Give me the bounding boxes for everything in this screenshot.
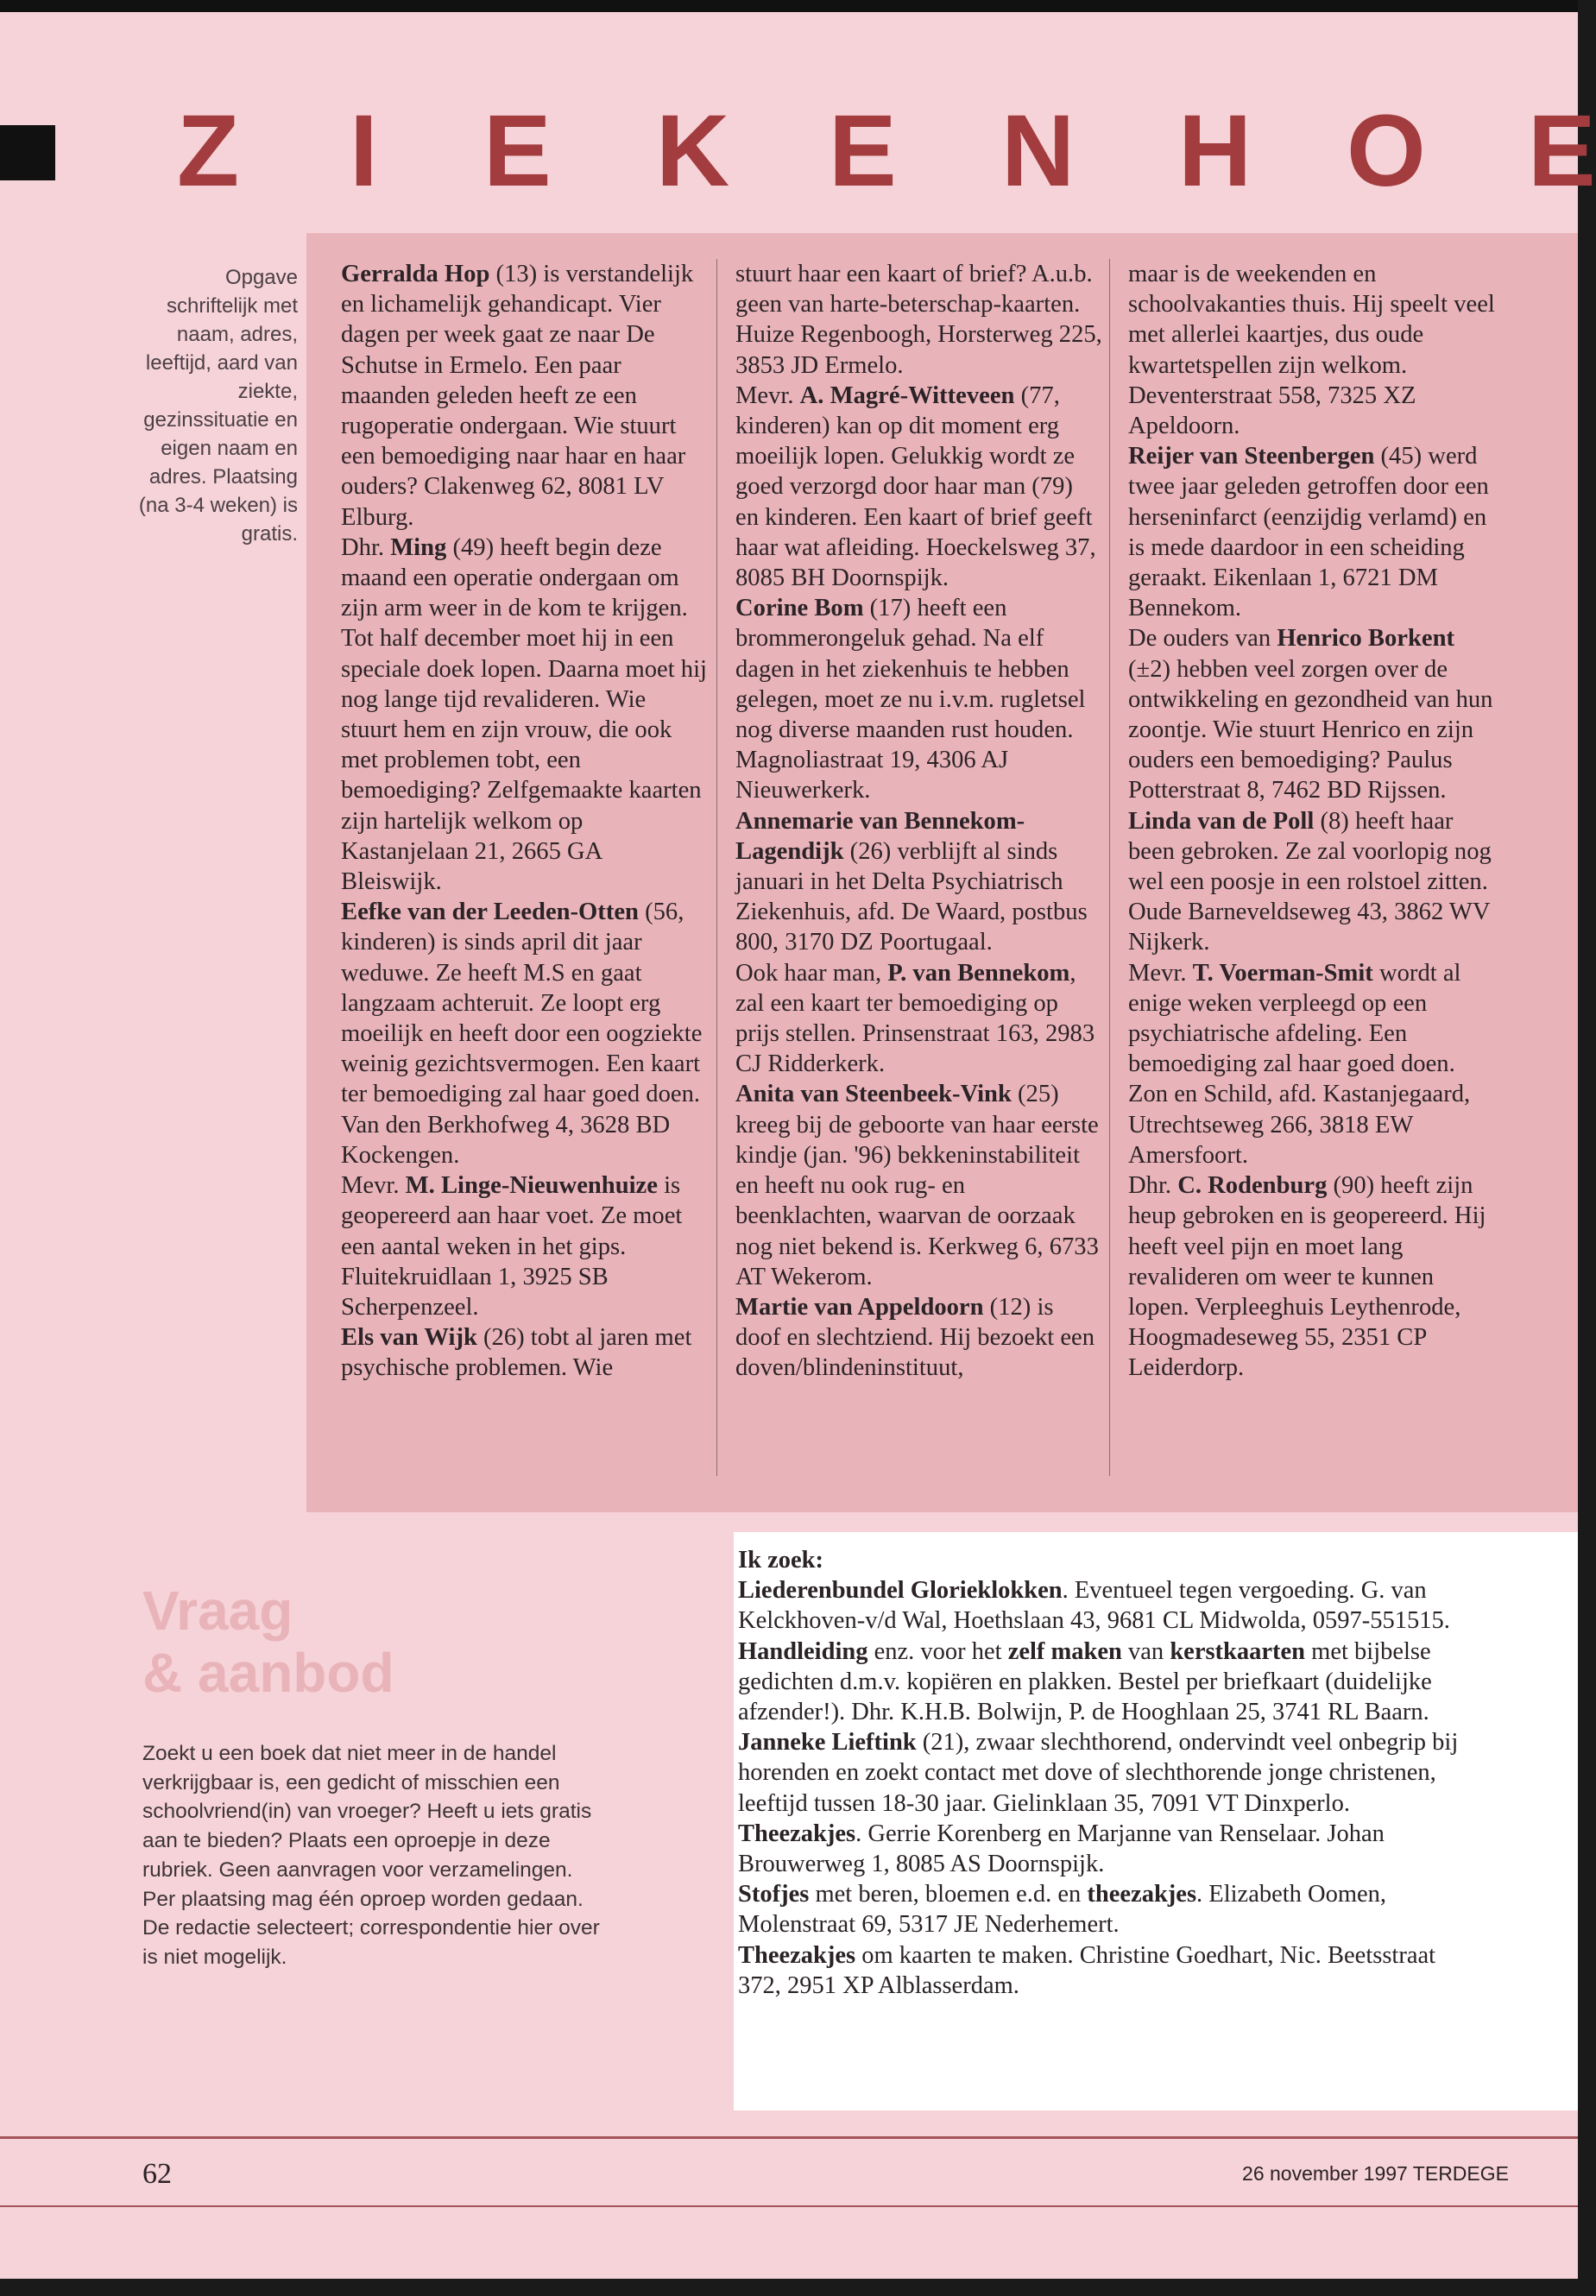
title-letter: H: [1178, 94, 1252, 208]
notice-entry: [735, 1292, 1102, 1384]
ik-zoek-keyword: Handleiding: [738, 1637, 868, 1665]
notice-entry: [341, 1170, 708, 1322]
ik-zoek-keyword: kerstkaarten: [1170, 1637, 1306, 1665]
notice-name: Linda van de Poll: [1128, 807, 1315, 835]
notice-name: Ming: [390, 533, 447, 561]
ik-zoek-entry: [738, 1819, 1480, 1879]
ik-zoek-text: om kaarten te maken. Christine Goedhart, Nic. Beetsstraat 372, 2951 XP Alblasserdam.: [738, 1941, 1436, 1999]
notice-text: (12) is doof en slechtziend. Hij bezoekt een doven/blindeninstituut,: [735, 1293, 1095, 1382]
notice-prefix: De ouders van: [1128, 625, 1277, 653]
notice-column-3: [1128, 259, 1495, 1384]
notice-column-1: [341, 259, 708, 1384]
title-letter: E: [1528, 94, 1596, 208]
ik-zoek-text: (21), zwaar slechthorend, ondervindt veel onbegrip bij horenden en zoekt contact met dove of slechthorende jonge christenen, leeftijd tussen 18-30 jaar. Gielinklaan 35, 7091 VT Dinxperlo.: [738, 1729, 1459, 1817]
title-letter: K: [656, 94, 730, 208]
ik-zoek-entry: [738, 1575, 1480, 1636]
column-divider: [716, 259, 717, 1476]
notice-entry: [1128, 441, 1495, 623]
notice-entry: [1128, 259, 1495, 441]
notice-text: (±2) hebben veel zorgen over de ontwikkeling en gezondheid van hun zoontje. Wie stuurt Henrico en zijn ouders een bemoediging? Paulus Potterstraat 8, 7462 BD Rijssen.: [1128, 655, 1493, 804]
notice-text: (45) werd twee jaar geleden getroffen door een herseninfarct (eenzijdig verlamd) en is mede daardoor in een scheiding geraakt. Eikenlaan 1, 6721 DM Bennekom.: [1128, 443, 1489, 622]
ik-zoek-text: van: [1121, 1637, 1170, 1665]
ik-zoek-keyword: Theezakjes: [738, 1941, 856, 1969]
notice-entry: [735, 259, 1102, 381]
notice-prefix: Ook haar man,: [735, 959, 888, 987]
notice-text: (90) heeft zijn heup gebroken en is geopereerd. Hij heeft veel pijn en moet lang revalideren om weer te kunnen lopen. Verpleeghuis Leythenrode, Hoogmadeseweg 55, 2351 CP Leiderdorp.: [1128, 1172, 1486, 1382]
submission-note: Opgave schriftelijk met naam, adres, leeftijd, aard van ziekte, gezinssituatie en eigen naam en adres. Plaatsing (na 3-4 weken) is gratis.: [138, 266, 298, 546]
notice-name: Henrico Borkent: [1277, 625, 1454, 653]
ik-zoek-entry: [738, 1940, 1480, 2001]
notice-text: (8) heeft haar been gebroken. Ze zal voorlopig nog wel een poosje in een rolstoel zitten. Oude Barneveldseweg 43, 3862 WV Nijkerk.: [1128, 807, 1492, 956]
ik-zoek-text: . Eventueel tegen vergoeding. G. van Kelckhoven-v/d Wal, Hoethslaan 43, 9681 CL Midwolda, 0597-551515.: [738, 1577, 1450, 1635]
notice-name: M. Linge-Nieuwenhuize: [405, 1172, 658, 1200]
notice-text: (26) tobt al jaren met psychische problemen. Wie: [341, 1324, 692, 1382]
notice-entry: [341, 533, 708, 897]
notice-text: (49) heeft begin deze maand een operatie ondergaan om zijn arm weer in de kom te krijgen. Tot half december moet hij in een speciale doek lopen. Daarna moet hij nog lange tijd revalideren. Wie stuurt hem en zijn vrouw, die ook met problemen tobt, een bemoediging? Zelfgemaakte kaarten zijn hartelijk welkom op Kastanjelaan 21, 2665 GA Bleiswijk.: [341, 533, 707, 896]
notice-text: wordt al enige weken verpleegd op een psychiatrische afdeling. Een bemoediging zal haar goed doen. Zon en Schild, afd. Kastanjegaard, Utrechtseweg 266, 3818 EW Amersfoort.: [1128, 959, 1471, 1169]
ik-zoek-keyword: theezakjes: [1087, 1881, 1197, 1908]
ik-zoek-keyword: Theezakjes: [738, 1820, 856, 1847]
notice-entry: [735, 593, 1102, 805]
ik-zoek-entry: [738, 1727, 1480, 1819]
notice-name: Martie van Appeldoorn: [735, 1293, 984, 1321]
notice-entry: [735, 806, 1102, 958]
notice-prefix: Dhr.: [1128, 1172, 1178, 1200]
notice-text: , zal een kaart ter bemoediging op prijs stellen. Prinsenstraat 163, 2983 CJ Ridderkerk.: [735, 959, 1095, 1078]
notice-text: (17) heeft een brommerongeluk gehad. Na elf dagen in het ziekenhuis te hebben gelegen, moet ze nu i.v.m. rugletsel nog diverse maanden rust houden. Magnoliastraat 19, 4306 AJ Nieuwerkerk.: [735, 595, 1086, 804]
title-letter: E: [829, 94, 897, 208]
ik-zoek-entry: [738, 1879, 1480, 1940]
page-number: 62: [142, 2158, 172, 2190]
title-letter: N: [1001, 94, 1076, 208]
notice-entry: [1128, 623, 1495, 805]
notice-prefix: Mevr.: [735, 382, 800, 409]
notice-name: Anita van Steenbeek-Vink: [735, 1081, 1012, 1108]
notice-name: Els van Wijk: [341, 1324, 477, 1352]
notice-name: Gerralda Hop: [341, 261, 490, 287]
notice-name: Reijer van Steenbergen: [1128, 443, 1375, 470]
notice-text: (26) verblijft al sinds januari in het Delta Psychiatrisch Ziekenhuis, afd. De Waard, postbus 800, 3170 DZ Poortugaal.: [735, 837, 1088, 956]
notice-name: Corine Bom: [735, 595, 864, 622]
ik-zoek-keyword: Stofjes: [738, 1881, 810, 1908]
ik-zoek-entry: [738, 1637, 1480, 1728]
title-letter: Z: [177, 94, 240, 208]
section-title: [0, 94, 1596, 208]
ik-zoek-keyword: zelf maken: [1007, 1637, 1122, 1665]
title-letter: O: [1347, 94, 1426, 208]
ik-zoek-text: met beren, bloemen e.d. en: [809, 1881, 1088, 1908]
notice-entry: [735, 381, 1102, 593]
notice-name: C. Rodenburg: [1177, 1172, 1328, 1200]
notice-name: Annemarie van Bennekom-Lagendijk: [735, 807, 1025, 865]
notice-prefix: Dhr.: [341, 533, 391, 561]
notice-text: stuurt haar een kaart of brief? A.u.b. geen van harte-beterschap-kaarten. Huize Regenboogh, Horsterweg 225, 3853 JD Ermelo.: [735, 261, 1102, 379]
notice-text: maar is de weekenden en schoolvakanties thuis. Hij speelt veel met allerlei kaartjes, dus oude kwartetspellen zijn welkom. Deventerstraat 558, 7325 XZ Apeldoorn.: [1128, 261, 1495, 440]
notice-name: Eefke van der Leeden-Otten: [341, 899, 639, 926]
ik-zoek-text: . Elizabeth Oomen, Molenstraat 69, 5317 JE Nederhemert.: [738, 1881, 1387, 1939]
notice-name: P. van Bennekom: [887, 959, 1070, 987]
footer-rule: [0, 2136, 1578, 2139]
vraag-title-line1: Vraag: [142, 1580, 293, 1642]
notice-column-2: [735, 259, 1102, 1384]
top-rule: [0, 0, 1578, 12]
ik-zoek-list: [738, 1545, 1480, 2001]
notice-entry: [341, 259, 708, 533]
vraag-aanbod-title: [142, 1580, 394, 1704]
notice-entry: [1128, 958, 1495, 1170]
ik-zoek-text: enz. voor het: [867, 1637, 1008, 1665]
notice-text: (56, kinderen) is sinds april dit jaar weduwe. Ze heeft M.S en gaat langzaam achteruit. Ze loopt erg moeilijk en heeft door een oogziekte weinig gezichtsvermogen. Een kaart ter bemoediging zal haar goed doen. Van den Berkhofweg 4, 3628 BD Kockengen.: [341, 899, 703, 1169]
vraag-title-line2: & aanbod: [142, 1642, 394, 1704]
issue-date: 26 november 1997 TERDEGE: [1242, 2162, 1509, 2185]
ik-zoek-heading: Ik zoek:: [738, 1547, 823, 1574]
footer-rule: [0, 2205, 1578, 2207]
vraag-aanbod-description: Zoekt u een boek dat niet meer in de handel verkrijgbaar is, een gedicht of misschien een schoolvriend(in) van vroeger? Heeft u iets gratis aan te bieden? Plaats een oproepje in deze rubriek. Geen aanvragen voor verzamelingen. Per plaatsing mag één oproep worden gedaan. De redactie selecteert; correspondentie hier over is niet mogelijk.: [142, 1742, 600, 1969]
ik-zoek-text: . Gerrie Korenberg en Marjanne van Renselaar. Johan Brouwerweg 1, 8085 AS Doornspijk.: [738, 1820, 1385, 1878]
notice-name: T. Voerman-Smit: [1192, 959, 1373, 987]
notice-text: (25) kreeg bij de geboorte van haar eerste kindje (jan. '96) bekkeninstabiliteit en heeft nu ook rug- en beenklachten, waarvan de oorzaak nog niet bekend is. Kerkweg 6, 6733 AT Wekerom.: [735, 1081, 1099, 1290]
notice-entry: [735, 958, 1102, 1080]
title-letter: E: [483, 94, 552, 208]
notice-text: (13) is verstandelijk en lichamelijk gehandicapt. Vier dagen per week gaat ze naar De Schutse in Ermelo. Een paar maanden geleden heeft ze een rugoperatie ondergaan. Wie stuurt een bemoediging naar haar en haar ouders? Clakenweg 62, 8081 LV Elburg.: [341, 261, 694, 531]
notice-entry: [341, 897, 708, 1170]
ik-zoek-text: met bijbelse gedichten d.m.v. kopiëren en plakken. Bestel per briefkaart (duidelijke afzender!). Dhr. K.H.B. Bolwijn, P. de Hooghlaan 25, 3741 RL Baarn.: [738, 1637, 1432, 1726]
notice-entry: [341, 1322, 708, 1383]
ik-zoek-keyword: Janneke Lieftink: [738, 1729, 917, 1757]
notice-entry: [1128, 1170, 1495, 1383]
column-divider: [1109, 259, 1110, 1476]
title-letter: I: [350, 94, 378, 208]
notice-text: is geopereerd aan haar voet. Ze moet een aantal weken in het gips. Fluitekruidlaan 1, 3925 SB Scherpenzeel.: [341, 1172, 683, 1321]
notice-prefix: Mevr.: [1128, 959, 1193, 987]
notice-entry: [1128, 806, 1495, 958]
notice-entry: [735, 1079, 1102, 1291]
notice-text: (77, kinderen) kan op dit moment erg moeilijk lopen. Gelukkig wordt ze goed verzorgd door haar man (79) en kinderen. Een kaart of brief geeft haar wat afleiding. Hoeckelsweg 37, 8085 BH Doornspijk.: [735, 382, 1096, 592]
ik-zoek-keyword: Liederenbundel Glorieklokken: [738, 1577, 1063, 1605]
notice-prefix: Mevr.: [341, 1172, 406, 1200]
notice-name: A. Magré-Witteveen: [799, 382, 1015, 409]
